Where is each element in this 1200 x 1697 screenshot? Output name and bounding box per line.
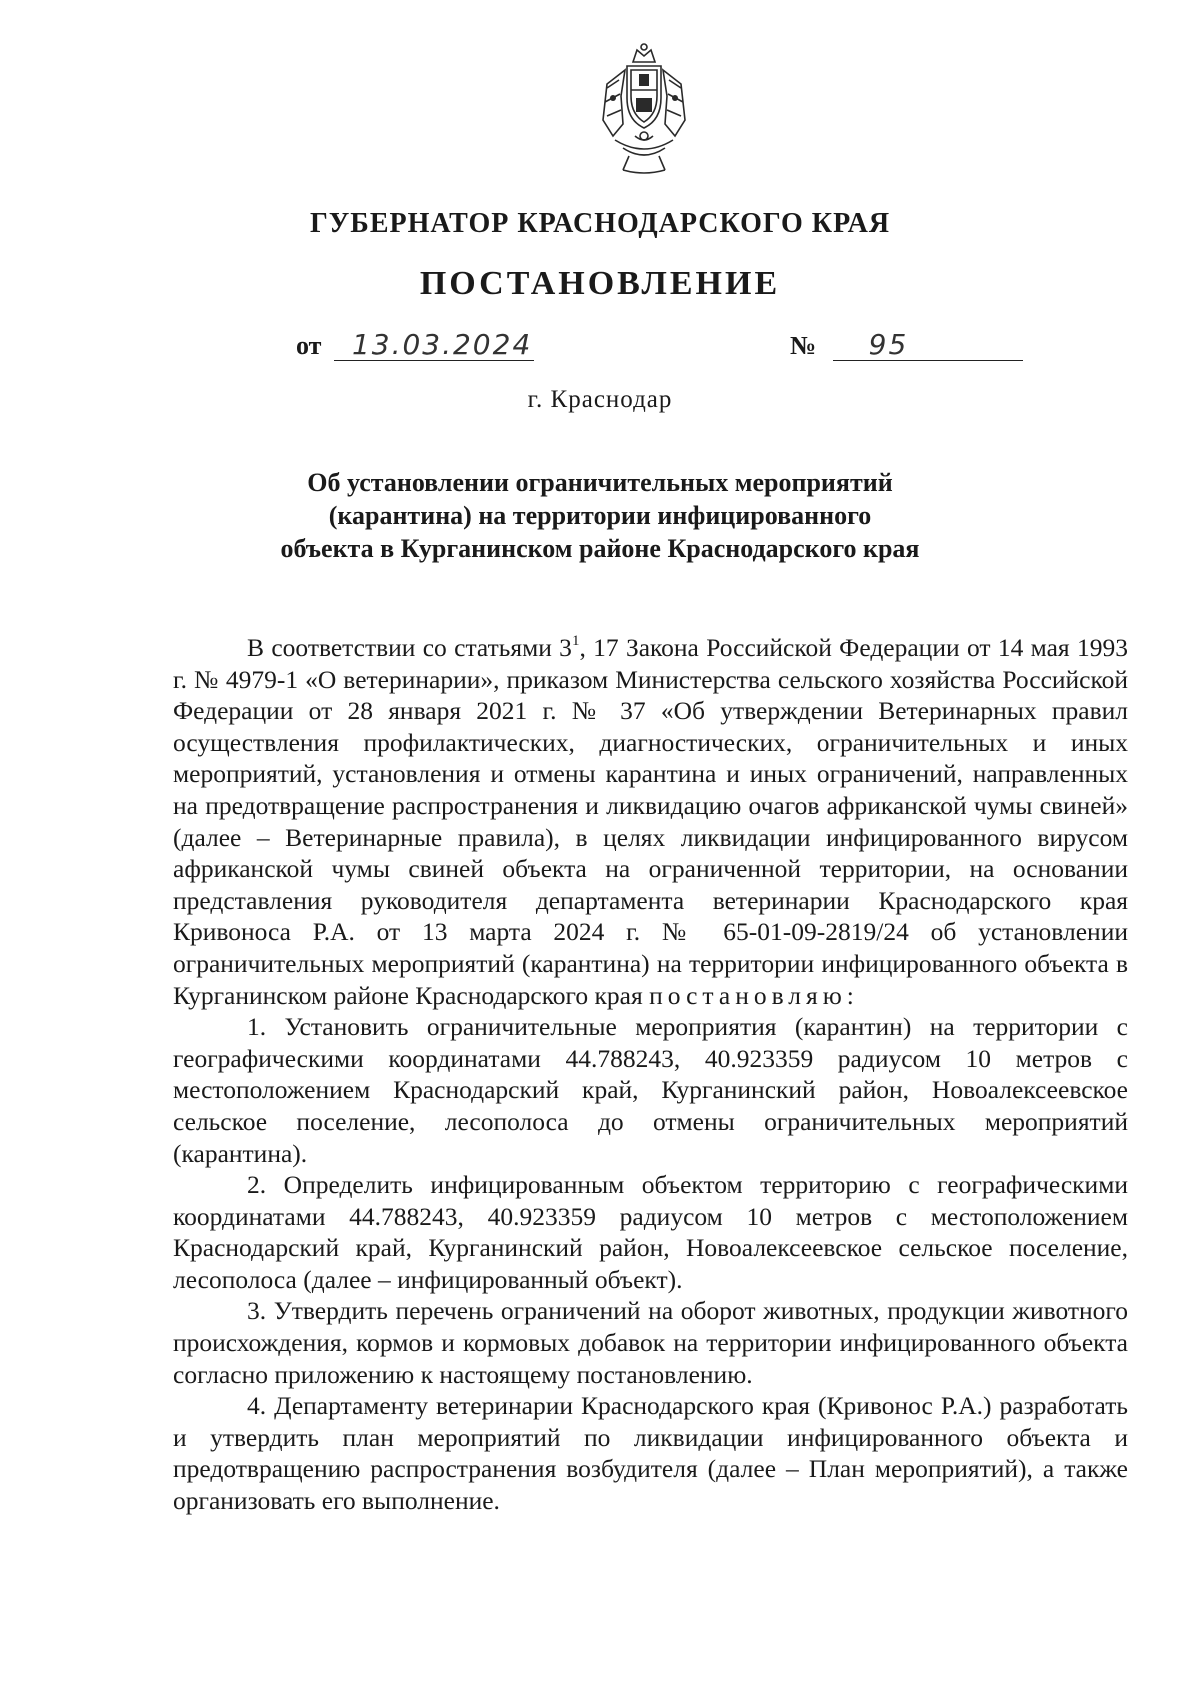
- item-paragraph-4: 4. Департаменту ветеринарии Краснодарского края (Кривонос Р.А.) разработать и утвердить план мероприятий по ликвидации инфицированного объекта и предотвращению распространения возбудителя (далее – План мероприятий), а также организовать его выполнение.: [173, 1391, 1128, 1516]
- date-row: [296, 330, 534, 361]
- document-body: [173, 632, 1128, 1517]
- article-superscript: 1: [571, 632, 580, 649]
- preamble-paragraph: [173, 632, 1128, 1011]
- item-paragraph-1: 1. Установить ограничительные мероприятия (карантин) на территории с географическими координатами 44.788243, 40.923359 радиусом 10 метров с местоположением Краснодарский край, Курганинский район, Новоалексеевское сельское поселение, лесополоса до отмены ограничительных мероприятий (карантина).: [173, 1012, 1128, 1168]
- item-paragraph-3: 3. Утвердить перечень ограничений на оборот животных, продукции животного происхождения, кормов и кормовых добавок на территории инфицированного объекта согласно приложению к настоящему постановлению.: [173, 1296, 1128, 1389]
- issuing-authority: ГУБЕРНАТОР КРАСНОДАРСКОГО КРАЯ: [309, 208, 891, 239]
- issue-city: г. Краснодар: [527, 386, 673, 413]
- coat-of-arms-emblem: [593, 40, 695, 176]
- title-line: Об установлении ограничительных мероприятий: [307, 468, 893, 497]
- title-line: (карантина) на территории инфицированного: [328, 501, 872, 530]
- date-prefix: от: [296, 331, 322, 360]
- item-paragraph-2: 2. Определить инфицированным объектом территорию с географическими координатами 44.788243, 40.923359 радиусом 10 метров с местоположением Краснодарский край, Курганинский район, Новоалексеевское сельское поселение, лесополоса (далее – инфицированный объект).: [173, 1170, 1128, 1294]
- document-date: 13.03.2024: [334, 330, 534, 361]
- preamble-text: , 17 Закона Российской Федерации от 14 мая 1993 г. № 4979-1 «О ветеринарии», приказом Министерства сельского хозяйства Российской Федерации от 28 января 2021 г. № 37 «Об утверждении Ветеринарных правил осуществления профилактических, диагностических, ограничительных и иных мероприятий, установления и отмены карантина и иных ограничений, направленных на предотвращение распространения и ликвидацию очагов африканской чумы свиней» (далее – Ветеринарные правила), в целях ликвидации инфицированного вирусом африканской чумы свиней объекта на ограниченной территории, на основании представления руководителя департамента ветеринарии Краснодарского края Кривоноса Р.А. от 13 марта 2024 г. № 65-01-09-2819/24 об установлении ограничительных мероприятий (карантина) на территории инфицированного объекта в Курганинском районе Краснодарского края: [173, 633, 1128, 1010]
- preamble-text-start: В соответствии со статьями 3: [247, 633, 572, 662]
- title-line: объекта в Курганинском районе Краснодарского края: [280, 534, 920, 563]
- document-type: ПОСТАНОВЛЕНИЕ: [419, 265, 781, 302]
- document-number: 95: [833, 330, 1023, 361]
- document-title: [0, 466, 1200, 565]
- number-prefix: №: [790, 331, 817, 360]
- number-row: [790, 330, 1023, 361]
- resolution-word: постановляю:: [649, 980, 859, 1010]
